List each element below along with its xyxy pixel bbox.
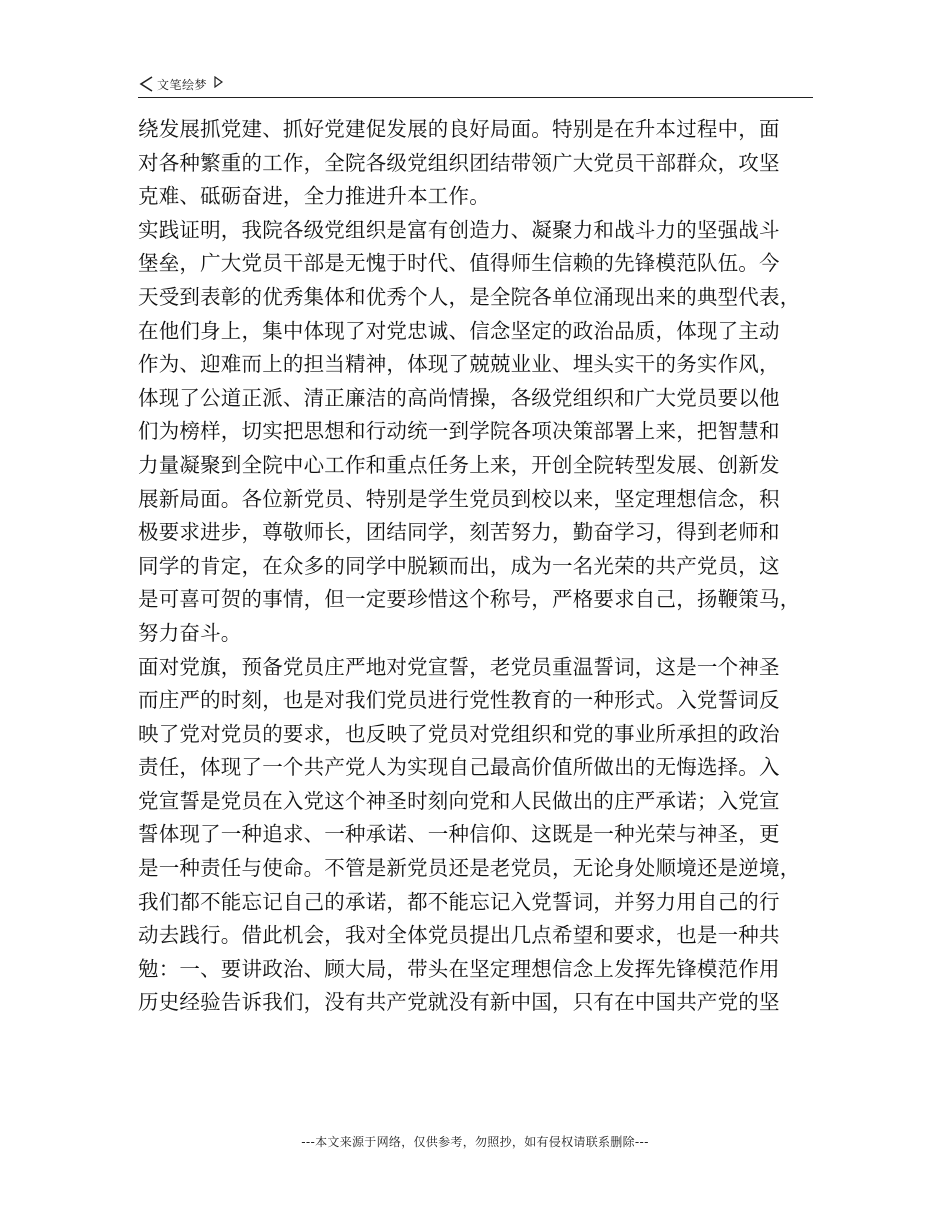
text-line: 体现了公道正派、清正廉洁的高尚情操，各级党组织和广大党员要以他 xyxy=(138,385,780,410)
right-arrow-icon xyxy=(213,76,223,88)
text-line: 极要求进步，尊敬师长，团结同学，刻苦努力，勤奋学习，得到老师和 xyxy=(138,520,780,545)
text-line: 力量凝聚到全院中心工作和重点任务上来，开创全院转型发展、创新发 xyxy=(138,452,780,477)
page-header xyxy=(138,71,813,98)
text-line: 党宣誓是党员在入党这个神圣时刻向党和人民做出的庄严承诺；入党宣 xyxy=(138,788,780,813)
text-line: 勉：一、要讲政治、顾大局，带头在坚定理想信念上发挥先锋模范作用 xyxy=(138,956,780,981)
text-line: 天受到表彰的优秀集体和优秀个人，是全院各单位涌现出来的典型代表， xyxy=(138,284,801,309)
text-line: 是可喜可贺的事情，但一定要珍惜这个称号，严格要求自己，扬鞭策马， xyxy=(138,587,801,612)
text-line: 克难、砥砺奋进，全力推进升本工作。 xyxy=(138,184,490,209)
text-line: 誓体现了一种追求、一种承诺、一种信仰、这既是一种光荣与神圣，更 xyxy=(138,822,780,847)
text-line: 实践证明，我院各级党组织是富有创造力、凝聚力和战斗力的坚强战斗 xyxy=(138,217,780,242)
text-line: 展新局面。各位新党员、特别是学生党员到校以来，坚定理想信念，积 xyxy=(138,486,780,511)
text-line: 对各种繁重的工作，全院各级党组织团结带领广大党员干部群众，攻坚 xyxy=(138,150,780,175)
text-line: 历史经验告诉我们，没有共产党就没有新中国，只有在中国共产党的坚 xyxy=(138,990,780,1015)
text-line: 努力奋斗。 xyxy=(138,620,242,645)
document-body xyxy=(138,113,828,1020)
left-arrow-icon xyxy=(138,75,154,93)
text-line: 是一种责任与使命。不管是新党员还是老党员，无论身处顺境还是逆境， xyxy=(138,856,801,881)
text-line: 我们都不能忘记自己的承诺，都不能忘记入党誓词，并努力用自己的行 xyxy=(138,889,780,914)
text-line: 而庄严的时刻，也是对我们党员进行党性教育的一种形式。入党誓词反 xyxy=(138,688,780,713)
text-line: 动去践行。借此机会，我对全体党员提出几点希望和要求，也是一种共 xyxy=(138,923,780,948)
header-title: 文笔绘梦 xyxy=(157,77,208,92)
text-line: 在他们身上，集中体现了对党忠诚、信念坚定的政治品质，体现了主动 xyxy=(138,318,780,343)
text-line: 作为、迎难而上的担当精神，体现了兢兢业业、埋头实干的务实作风， xyxy=(138,352,780,377)
page-footer: ---本文来源于网络，仅供参考，勿照抄，如有侵权请联系删除--- xyxy=(301,1135,649,1149)
text-line: 映了党对党员的要求，也反映了党员对党组织和党的事业所承担的政治 xyxy=(138,721,780,746)
text-line: 责任，体现了一个共产党人为实现自己最高价值所做出的无悔选择。入 xyxy=(138,755,780,780)
text-line: 同学的肯定，在众多的同学中脱颖而出，成为一名光荣的共产党员，这 xyxy=(138,553,780,578)
text-line: 们为榜样，切实把思想和行动统一到学院各项决策部署上来，把智慧和 xyxy=(138,419,780,444)
text-line: 绕发展抓党建、抓好党建促发展的良好局面。特别是在升本过程中，面 xyxy=(138,117,780,141)
text-line: 堡垒，广大党员干部是无愧于时代、值得师生信赖的先锋模范队伍。今 xyxy=(138,251,780,276)
text-line: 面对党旗，预备党员庄严地对党宣誓，老党员重温誓词，这是一个神圣 xyxy=(138,654,780,679)
